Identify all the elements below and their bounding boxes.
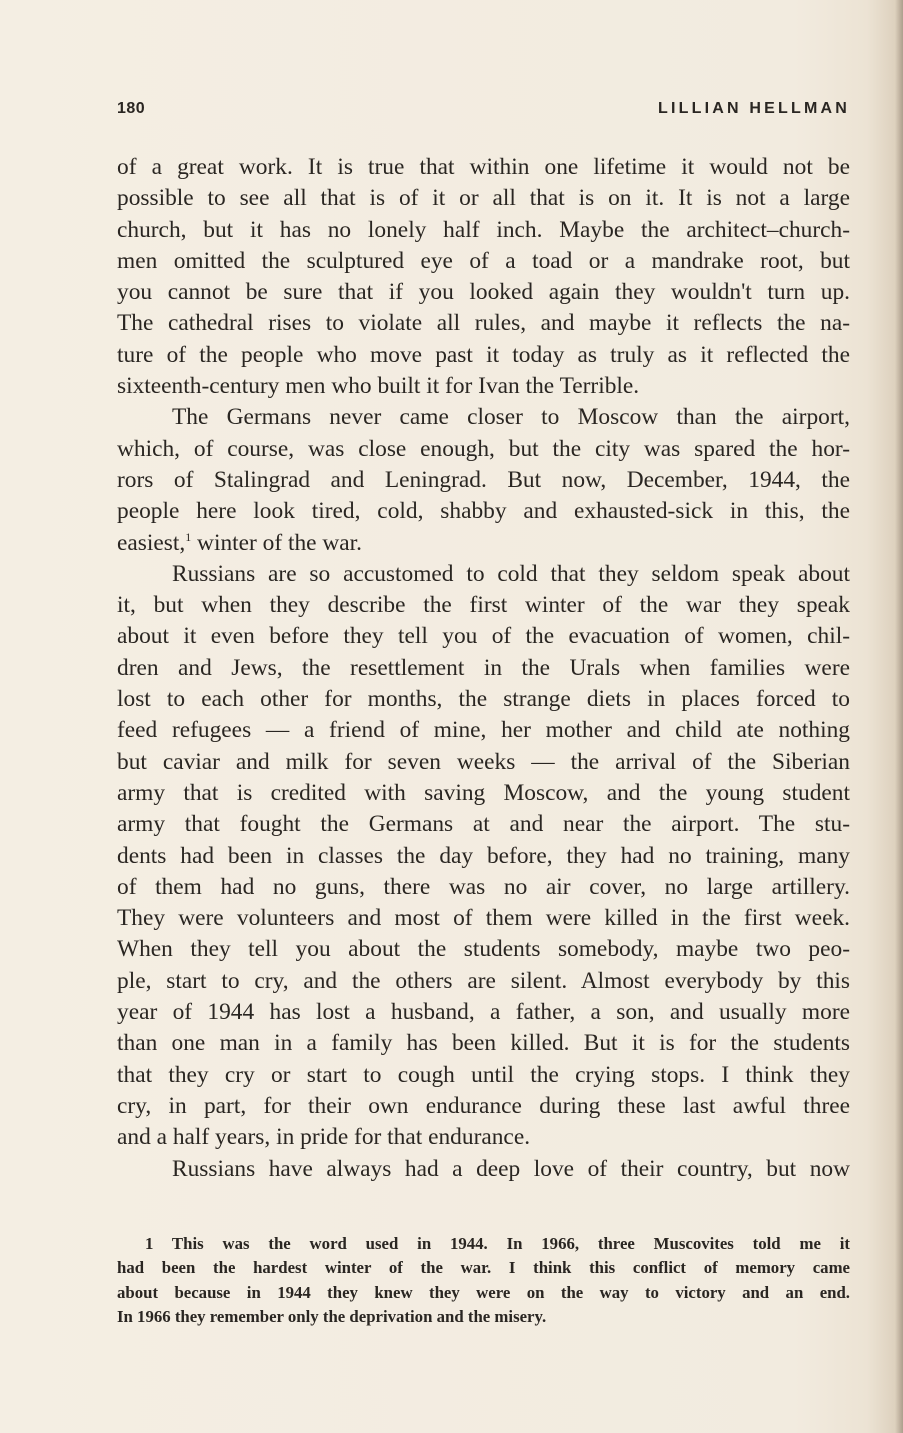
text-line: dren and Jews, the resettlement in the Urals when families were xyxy=(117,654,850,681)
footnote-reference: 1 xyxy=(185,529,192,544)
text-line: which, of course, was close enough, but the city was spared the hor- xyxy=(117,435,850,462)
text-line: but caviar and milk for seven weeks — the arrival of the Siberian xyxy=(117,748,850,775)
text-line: cry, in part, for their own endurance during these last awful three xyxy=(117,1092,850,1119)
text-fragment: easiest, xyxy=(117,529,186,556)
text-line: The Germans never came closer to Moscow than the airport, xyxy=(172,404,850,431)
text-line: lost to each other for months, the strange diets in places forced to xyxy=(117,686,850,713)
text-line: you cannot be sure that if you looked again they wouldn't turn up. xyxy=(117,279,850,306)
text-line: Russians have always had a deep love of their country, but now xyxy=(172,1155,850,1182)
page-number: 180 xyxy=(117,100,146,117)
text-line: When they tell you about the students somebody, maybe two peo- xyxy=(117,936,850,963)
text-line: rors of Stalingrad and Leningrad. But now, December, 1944, the xyxy=(117,466,850,493)
text-line: Russians are so accustomed to cold that they seldom speak about xyxy=(172,560,850,587)
text-fragment: winter of the war. xyxy=(191,529,363,556)
text-line: of a great work. It is true that within one lifetime it would not be xyxy=(117,154,850,180)
text-line: than one man in a family has been killed. But it is for the students xyxy=(117,1030,850,1057)
text-line: The cathedral rises to violate all rules, and maybe it reflects the na- xyxy=(117,310,850,337)
text-line: and a half years, in pride for that endurance. xyxy=(117,1124,531,1151)
text-line: sixteenth-century men who built it for Ivan the Terrible. xyxy=(117,373,640,400)
text-line: it, but when they describe the first winter of the war they speak xyxy=(117,592,850,619)
text-line: that they cry or start to cough until the crying stops. I think they xyxy=(117,1061,850,1088)
text-line: feed refugees — a friend of mine, her mother and child ate nothing xyxy=(117,717,850,744)
text-line: ture of the people who move past it today as truly as it reflected the xyxy=(117,341,850,368)
text-line: possible to see all that is of it or all that is on it. It is not a large xyxy=(117,185,850,212)
text-line: people here look tired, cold, shabby and exhausted-sick in this, the xyxy=(117,498,850,525)
text-line: men omitted the sculptured eye of a toad or a mandrake root, but xyxy=(117,247,850,274)
text-line xyxy=(117,528,850,559)
text-line: ple, start to cry, and the others are silent. Almost everybody by this xyxy=(117,967,850,994)
footnote-line: 1 This was the word used in 1944. In 1966, three Muscovites told me it xyxy=(145,1234,850,1253)
footnote-line: about because in 1944 they knew they were on the way to victory and an end. xyxy=(117,1282,850,1302)
footnote-line: In 1966 they remember only the deprivation and the misery. xyxy=(117,1307,547,1327)
text-line: church, but it has no lonely half inch. Maybe the architect–church- xyxy=(117,216,850,243)
text-line: year of 1944 has lost a husband, a father, a son, and usually more xyxy=(117,999,850,1026)
body-text xyxy=(117,152,850,1185)
page-edge-shadow xyxy=(895,0,903,1433)
running-head xyxy=(117,100,850,124)
text-line: army that fought the Germans at and near the airport. The stu- xyxy=(117,811,850,838)
text-line: They were volunteers and most of them were killed in the first week. xyxy=(117,905,850,932)
footnote xyxy=(117,1232,850,1330)
text-line: army that is credited with saving Moscow, and the young student xyxy=(117,779,850,806)
text-line: dents had been in classes the day before, they had no training, many xyxy=(117,842,850,869)
footnote-line: had been the hardest winter of the war. I think this conflict of memory came xyxy=(117,1258,850,1278)
running-title: LILLIAN HELLMAN xyxy=(658,100,850,117)
text-line: of them had no guns, there was no air cover, no large artillery. xyxy=(117,873,850,900)
text-line: about it even before they tell you of the evacuation of women, chil- xyxy=(117,623,850,650)
